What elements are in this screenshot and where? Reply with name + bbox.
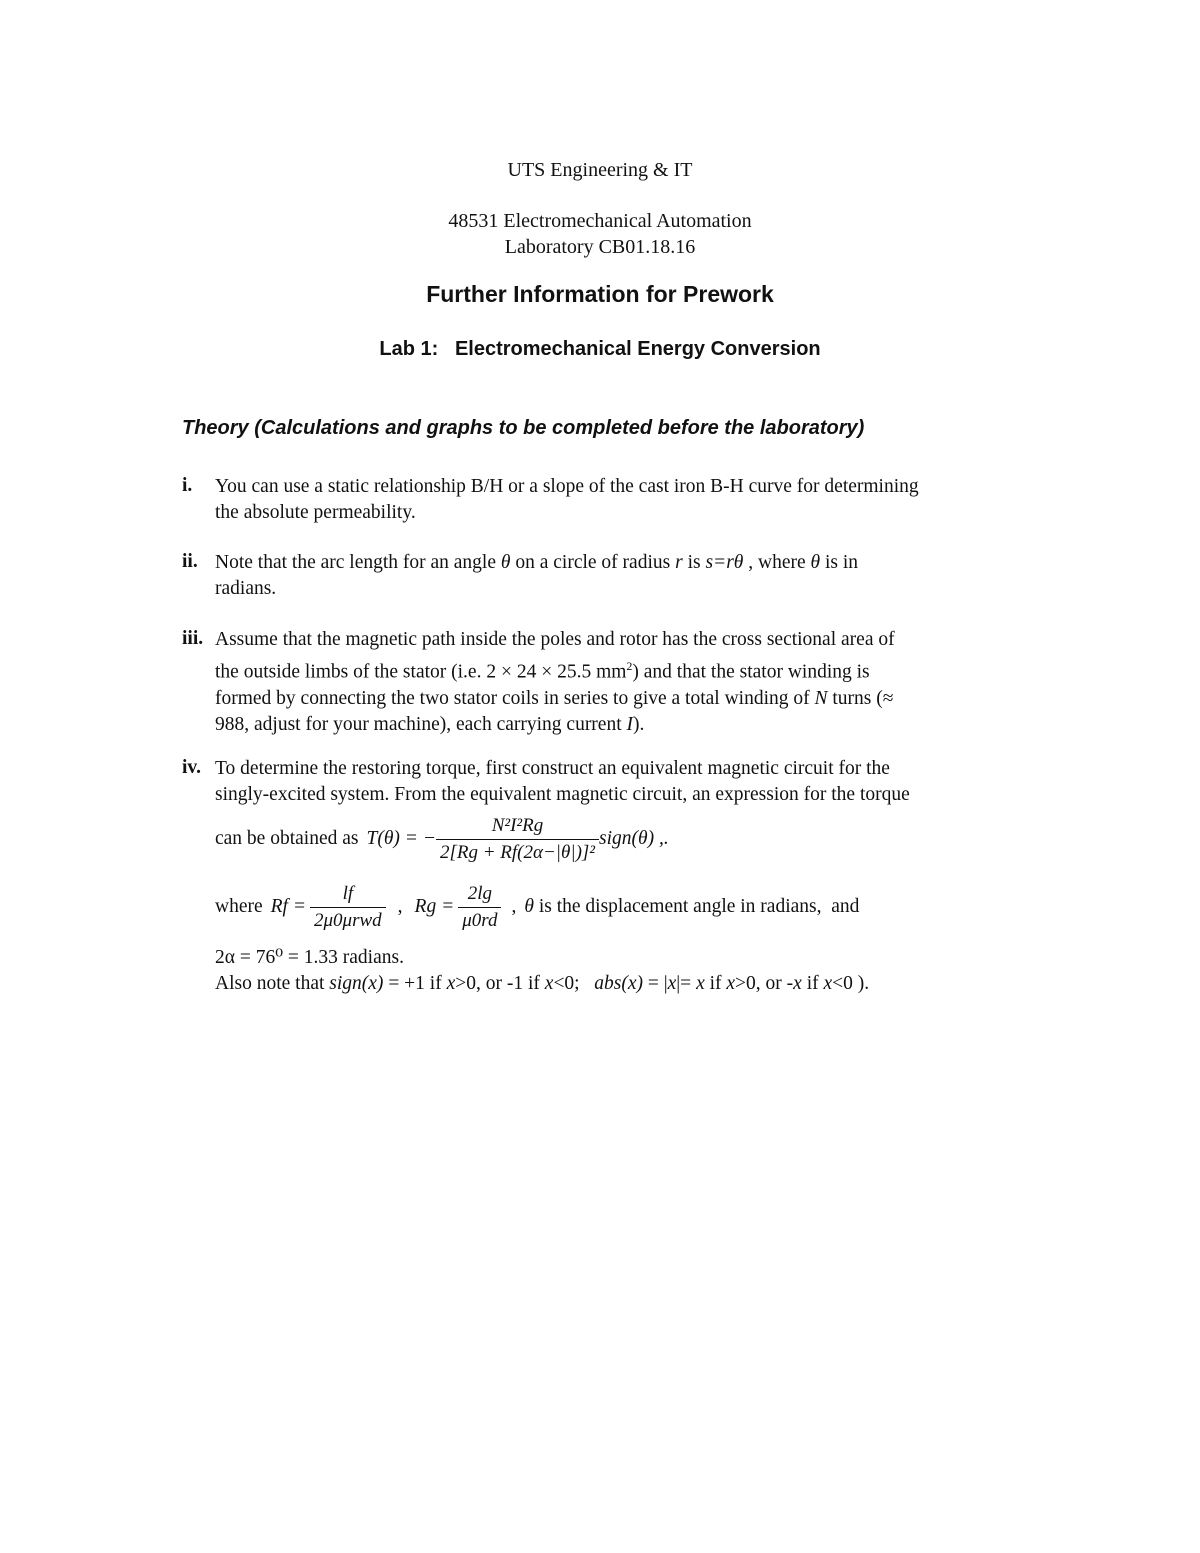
- turns-symbol: N: [814, 687, 828, 709]
- theta-symbol: θ: [500, 552, 511, 573]
- institution-line: UTS Engineering & IT: [507, 159, 693, 181]
- torque-lhs: T(θ) = −: [366, 828, 436, 849]
- rg-lhs: Rg =: [414, 896, 455, 917]
- current-symbol: I: [626, 713, 633, 735]
- lab-room-line: Laboratory CB01.18.16: [504, 236, 696, 258]
- list-item: [215, 474, 1045, 526]
- item-text: Assume that the magnetic path inside the poles and rotor has the cross sectional area of: [215, 629, 895, 650]
- item-text: the absolute permeability.: [215, 502, 416, 523]
- list-item: [215, 756, 1045, 808]
- item-text: To determine the restoring torque, first construct an equivalent magnetic circuit for the: [215, 758, 890, 779]
- section-heading: Theory (Calculations and graphs to be completed before the laboratory): [182, 417, 865, 439]
- radius-symbol: r: [675, 552, 683, 573]
- item-text: the outside limbs of the stator (i.e. 2 × 24 × 25.5 $mm^2$) and that the stator winding is: [215, 659, 870, 683]
- theta-symbol: θ: [810, 552, 821, 573]
- subject-line: 48531 Electromechanical Automation: [448, 210, 752, 232]
- item-text: formed by connecting the two stator coils in series to give a total winding of N turns (≈: [215, 687, 894, 709]
- torque-equation: can be obtained as T(θ) = − $\frac{\text{N²I²Rg}}{\text{2[Rg + Rf(2α−|θ|)]²}}$ sign(θ) ,.: [215, 808, 1065, 870]
- item-number: iv.: [182, 757, 201, 778]
- page-title: Further Information for Prework: [426, 281, 774, 307]
- torque-denominator: 2[Rg + Rf(2α−|θ|)]²: [436, 839, 599, 866]
- item-number: i.: [182, 475, 193, 496]
- sign-abs-note: Also note that sign(x) = +1 if x>0, or -1 if x<0; abs(x) = |x|= x if x>0, or -x if x<0 ).: [215, 973, 870, 994]
- arc-length-formula: s=rθ: [705, 552, 744, 573]
- reluctance-definitions: where Rf = $\frac{lf}{\text{2μ0μrwd}}$ , Rg = $\frac{2\lg}{\mu 0rd}$ , θ is the displacement angle in radians, and: [215, 876, 1065, 938]
- rg-fraction: $\frac{2\lg}{\mu 0rd}$: [458, 881, 501, 934]
- item-text: radians.: [215, 578, 277, 599]
- alpha-line: 2α = 76⁰ = 1.33 radians.: [215, 947, 404, 968]
- torque-fraction: [436, 813, 599, 866]
- theta-symbol: θ: [524, 896, 534, 917]
- list-item: [215, 550, 1045, 602]
- item-text: singly-excited system. From the equivalent magnetic circuit, an expression for the torque: [215, 784, 910, 805]
- item-text: You can use a static relationship B/H or a slope of the cast iron B-H curve for determining: [215, 476, 919, 497]
- torque-sign-term: sign(θ) ,.: [599, 828, 669, 849]
- item-text: 988, adjust for your machine), each carrying current I).: [215, 713, 645, 735]
- item-number: ii.: [182, 551, 198, 572]
- list-item: [215, 627, 1045, 738]
- item-number: iii.: [182, 628, 204, 649]
- item-text: Note that the arc length for an angle θ on a circle of radius r is s=rθ , where θ is in: [215, 552, 859, 573]
- torque-numerator: N²I²Rg: [491, 814, 544, 836]
- rf-fraction: $\frac{lf}{\text{2μ0μrwd}}$: [310, 881, 386, 934]
- lab-subtitle: Lab 1: Electromechanical Energy Conversion: [379, 338, 821, 360]
- rf-lhs: Rf =: [270, 896, 307, 917]
